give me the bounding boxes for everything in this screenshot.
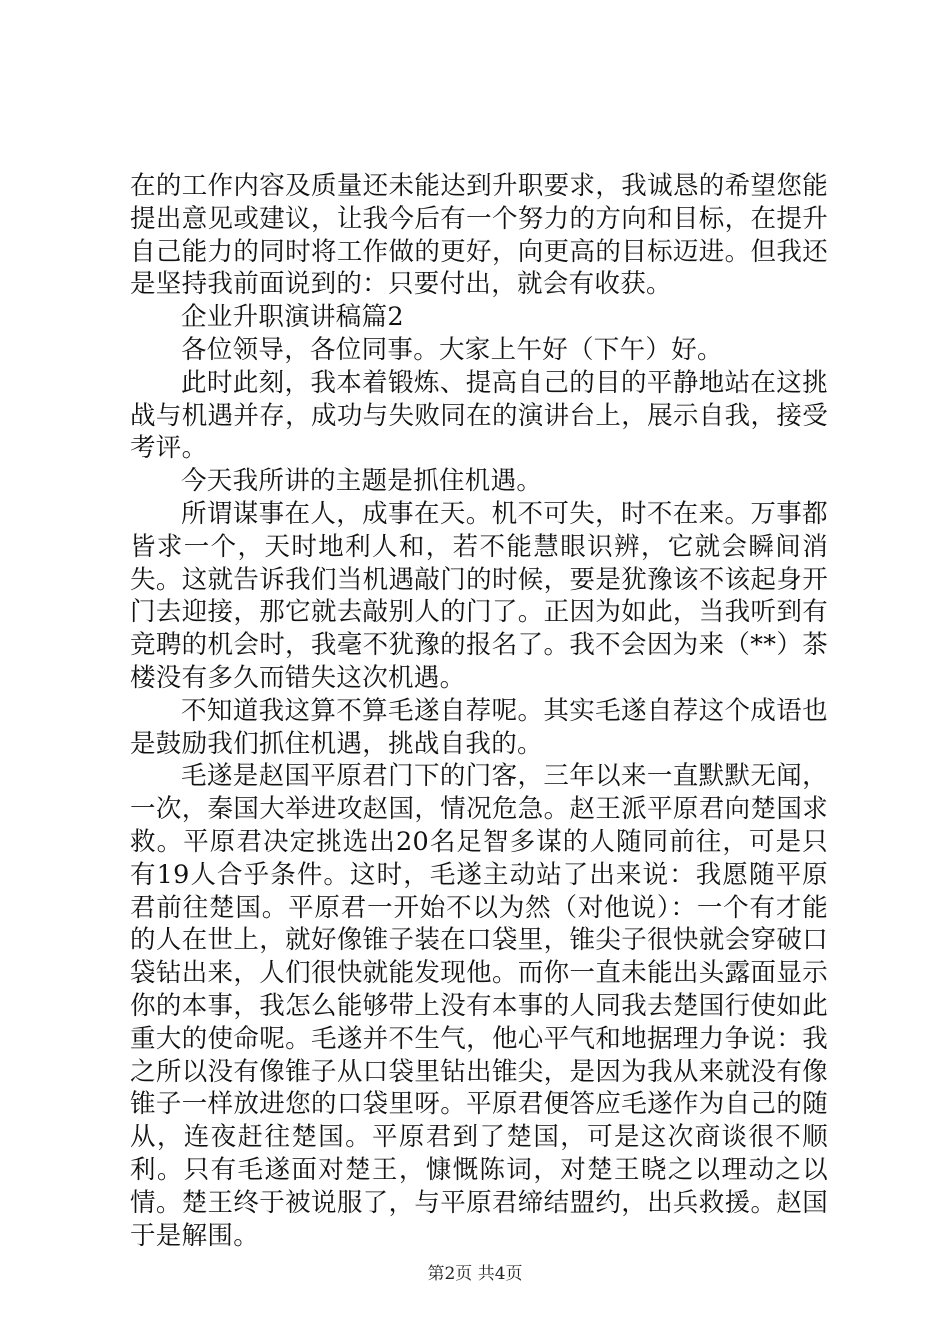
paragraph-topic: 今天我所讲的主题是抓住机遇。 [181,466,543,497]
page-footer: 第2页 共4页 [427,1264,523,1284]
paragraph-1: 在的工作内容及质量还未能达到升职要求，我诚恳的希望您能提出意见或建议，让我今后有一个努力的方向和目标，在提升自己能力的同时将工作做的更好，向更高的目标迈进。但我还是坚持我前面说到的：只要付出，就会有收获。 [130,171,828,300]
document-body [130,170,828,1252]
section-heading: 企业升职演讲稿篇2 [181,302,404,333]
paragraph-6: 所谓谋事在人，成事在天。机不可失，时不在来。万事都皆求一个，天时地利人和，若不能慧眼识辨，它就会瞬间消失。这就告诉我们当机遇敲门的时候，要是犹豫该不该起身开门去迎接，那它就去敲别人的门了。正因为如此，当我听到有竞聘的机会时，我毫不犹豫的报名了。我不会因为来（**）茶楼没有多久而错失这次机遇。 [130,498,828,693]
paragraph-4: 此时此刻，我本着锻炼、提高自己的目的平静地站在这挑战与机遇并存，成功与失败同在的演讲台上，展示自我，接受考评。 [130,367,828,464]
paragraph-7: 不知道我这算不算毛遂自荐呢。其实毛遂自荐这个成语也是鼓励我们抓住机遇，挑战自我的。 [130,695,828,759]
paragraph-8: 毛遂是赵国平原君门下的门客，三年以来一直默默无闻，一次，秦国大举进攻赵国，情况危急。赵王派平原君向楚国求救。平原君决定挑选出20名足智多谋的人随同前往，可是只有19人合乎条件。这时，毛遂主动站了出来说：我愿随平原君前往楚国。平原君一开始不以为然（对他说）：一个有才能的人在世上，就好像锥子装在口袋里，锥尖子很快就会穿破口袋钻出来，人们很快就能发现他。而你一直未能出头露面显示你的本事，我怎么能够带上没有本事的人同我去楚国行使如此重大的使命呢。毛遂并不生气，他心平气和地据理力争说：我之所以没有像锥子从口袋里钻出锥尖，是因为我从来就没有像锥子一样放进您的口袋里呀。平原君便答应毛遂作为自己的随从，连夜赶往楚国。平原君到了楚国，可是这次商谈很不顺利。只有毛遂面对楚王，慷慨陈词，对楚王晓之以理动之以情。楚王终于被说服了，与平原君缔结盟约，出兵救援。赵国于是解围。 [130,761,828,1251]
paragraph-greeting: 各位领导，各位同事。大家上午好（下午）好。 [181,334,723,365]
